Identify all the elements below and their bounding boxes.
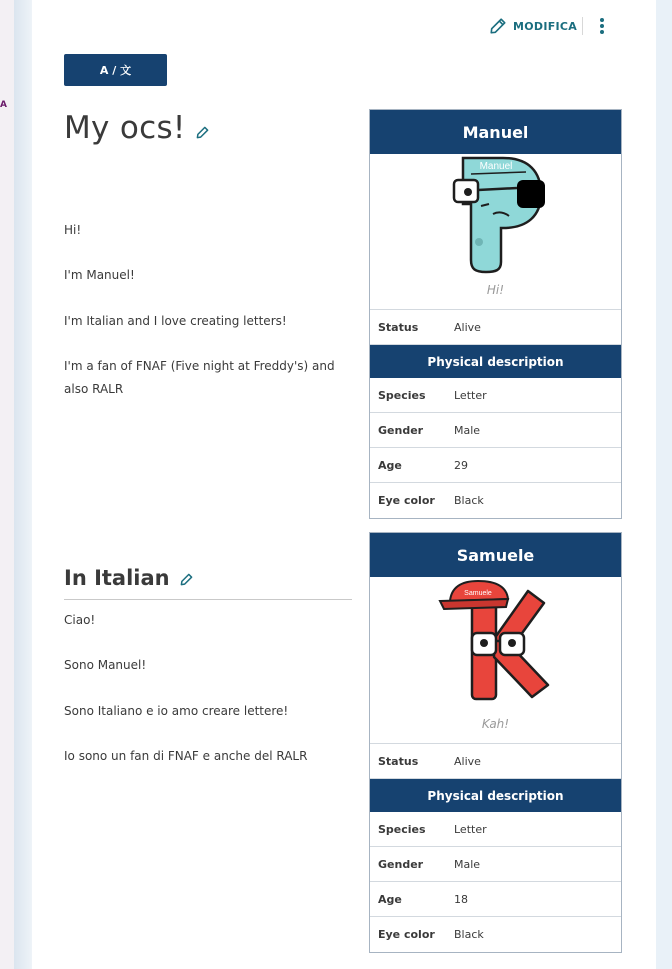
toolbar-divider <box>582 17 583 35</box>
article-page <box>32 0 656 969</box>
row-value: Black <box>454 928 484 941</box>
row-value: 18 <box>454 892 468 906</box>
infobox-row <box>370 378 621 413</box>
language-button[interactable]: A / 文 <box>64 54 167 86</box>
page-title: My ocs! <box>64 110 186 146</box>
row-value: Alive <box>454 754 481 768</box>
intro-paragraph: I'm Manuel! <box>64 268 135 282</box>
infobox-section-header: Physical description <box>370 779 621 812</box>
row-value: Alive <box>454 320 481 334</box>
samuele-letter-k-image <box>436 577 556 707</box>
infobox-row <box>370 483 621 518</box>
row-value: Male <box>454 857 481 871</box>
section-heading: In Italian <box>64 566 170 590</box>
row-label: Gender <box>378 857 424 871</box>
italian-paragraph: Io sono un fan di FNAF e anche del RALR <box>64 749 308 763</box>
row-label: Status <box>378 320 419 334</box>
image-name-label: Manuel <box>479 161 512 172</box>
left-rail <box>0 0 14 969</box>
infobox-row <box>370 448 621 483</box>
manuel-letter-p-image <box>441 154 551 274</box>
infobox-row <box>370 847 621 882</box>
image-name-label: Samuele <box>463 590 492 597</box>
row-label: Species <box>378 822 426 836</box>
edit-section-icon[interactable] <box>180 573 193 586</box>
character-image <box>370 154 621 310</box>
infobox-row-status <box>370 744 621 779</box>
italian-paragraph: Sono Manuel! <box>64 658 147 672</box>
infobox-samuele <box>369 532 622 953</box>
infobox-row <box>370 812 621 847</box>
infobox-title: Samuele <box>370 533 621 577</box>
row-label: Age <box>378 458 402 472</box>
infobox-title: Manuel <box>370 110 621 154</box>
intro-paragraph: I'm Italian and I love creating letters! <box>64 314 287 328</box>
edit-section-icon[interactable] <box>196 126 209 139</box>
infobox-section-header: Physical description <box>370 345 621 378</box>
infobox-row-status <box>370 310 621 345</box>
row-label: Age <box>378 892 402 906</box>
row-value: Male <box>454 423 481 437</box>
edit-button[interactable] <box>489 16 577 36</box>
row-label: Status <box>378 754 419 768</box>
italian-paragraph: Sono Italiano e io amo creare lettere! <box>64 704 289 718</box>
infobox-row <box>370 882 621 917</box>
page-title-wrap <box>64 110 209 146</box>
section-divider <box>64 599 352 600</box>
infobox-row <box>370 917 621 952</box>
character-image <box>370 577 621 744</box>
section-heading-wrap <box>64 566 193 590</box>
pencil-icon <box>489 17 507 35</box>
intro-paragraph: Hi! <box>64 223 82 237</box>
infobox-manuel <box>369 109 622 519</box>
edit-button-label: MODIFICA <box>513 19 578 33</box>
rail-letter: A <box>0 100 7 110</box>
left-rail-shadow <box>14 0 32 969</box>
italian-paragraph: Ciao! <box>64 613 96 627</box>
row-value: Letter <box>454 388 487 402</box>
row-value: 29 <box>454 458 468 472</box>
row-value: Letter <box>454 822 487 836</box>
intro-paragraph: I'm a fan of FNAF (Five night at Freddy's) and also RALR <box>64 359 335 396</box>
row-value: Black <box>454 494 484 507</box>
row-label: Eye color <box>378 928 435 941</box>
infobox-row <box>370 413 621 448</box>
image-caption: Hi! <box>486 283 505 297</box>
more-options-icon[interactable] <box>598 16 606 36</box>
row-label: Eye color <box>378 494 435 507</box>
row-label: Gender <box>378 423 424 437</box>
image-caption: Kah! <box>481 717 510 731</box>
row-label: Species <box>378 388 426 402</box>
